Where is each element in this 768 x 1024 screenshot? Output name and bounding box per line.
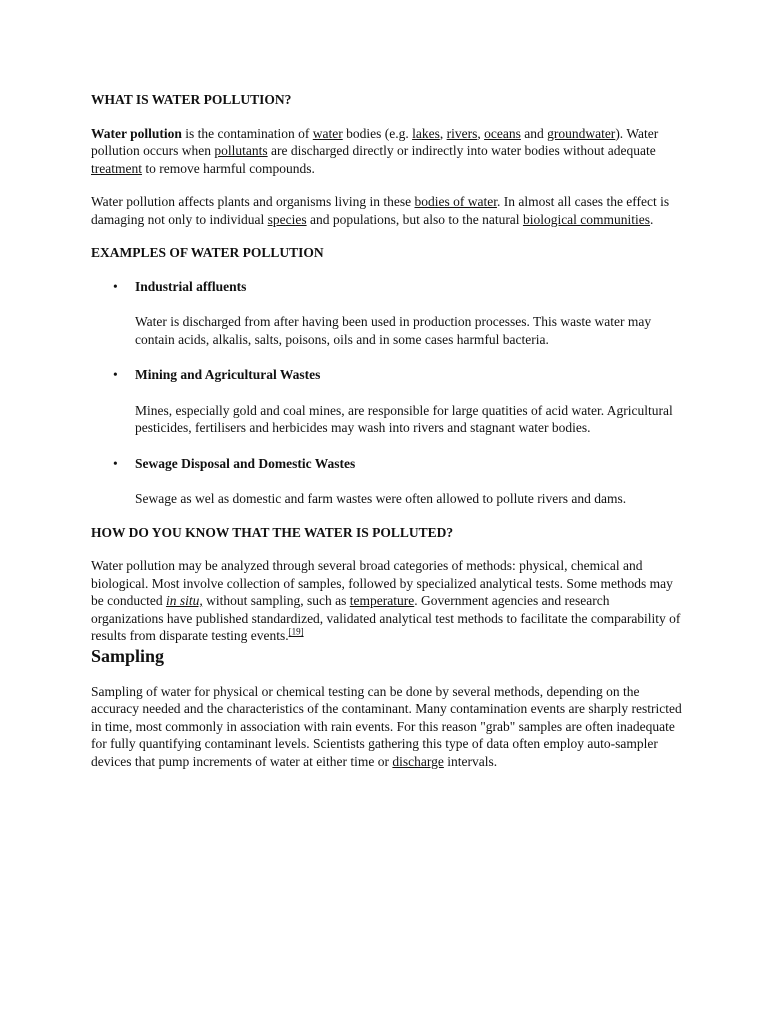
paragraph-sampling: [91, 683, 683, 771]
text-span: and populations, but also to the natural: [306, 211, 523, 227]
text-span: .: [650, 211, 654, 227]
link-bodies-of-water[interactable]: bodies of water: [414, 194, 497, 209]
link-water[interactable]: water: [312, 125, 343, 141]
item-title: Sewage Disposal and Domestic Wastes: [135, 455, 356, 471]
item-body: Mines, especially gold and coal mines, are responsible for large quatities of acid water. Agricultural pesticides, fertilisers and herbicides may wash into rivers and stagnant water bodies.: [135, 402, 673, 435]
link-species[interactable]: species: [267, 211, 307, 227]
heading-sampling: Sampling: [91, 645, 165, 666]
link-treatment[interactable]: treatment: [91, 160, 142, 176]
bullet-icon: •: [113, 278, 118, 294]
link-oceans[interactable]: oceans: [484, 125, 521, 141]
link-rivers[interactable]: rivers: [446, 125, 478, 141]
link-discharge[interactable]: discharge: [392, 753, 444, 769]
text-span: Water pollution may be analyzed through several broad categories of methods: physical, chemical and biological. Most involve collection of samples, followed by specialized analytical tests. Some methods may be conducted: [91, 558, 673, 608]
text-span: to remove harmful compounds.: [141, 160, 315, 176]
link-pollutants[interactable]: pollutants: [214, 143, 268, 158]
heading-what-is-water-pollution: WHAT IS WATER POLLUTION?: [91, 92, 292, 107]
paragraph-definition: [91, 125, 683, 178]
link-biological-communities[interactable]: biological communities: [522, 211, 651, 227]
list-item: [91, 455, 683, 508]
text-span: Water pollution affects plants and organisms living in these: [91, 194, 415, 209]
item-body: Water is discharged from after having been used in production processes. This waste water may contain acids, alkalis, salts, poisons, oils and in some cases harmful bacteria.: [135, 314, 652, 347]
text-span: bodies (e.g.: [342, 125, 413, 141]
bullet-icon: •: [113, 367, 118, 382]
text-span: are discharged directly or indirectly into water bodies without adequate: [267, 143, 656, 158]
text-span: . Government agencies and research organizations have published standardized, validated analytical test methods to facilitate the comparability of results from disparate testing events.: [91, 593, 681, 643]
document-page: [91, 91, 683, 770]
text-span: ,: [477, 125, 485, 141]
paragraph-effects: [91, 193, 683, 228]
link-lakes[interactable]: lakes: [412, 125, 440, 141]
heading-examples: EXAMPLES OF WATER POLLUTION: [91, 245, 324, 260]
bullet-icon: •: [113, 455, 118, 471]
text-span: Sampling of water for physical or chemical testing can be done by several methods, depending on the accuracy needed and the characteristics of the contaminant. Many contamination events are sharply restricted in time, most commonly in association with rain events. For this reason "grab" samples are often inadequate for fully quantifying contaminant levels. Scientists gathering this type of data often employ auto-sampler devices that pump increments of water at either time or: [91, 683, 682, 769]
link-groundwater[interactable]: groundwater: [547, 125, 616, 141]
heading-how-do-you-know: HOW DO YOU KNOW THAT THE WATER IS POLLUTED?: [91, 524, 454, 540]
examples-list: [91, 278, 683, 508]
text-span: and: [520, 125, 548, 141]
bold-term: Water pollution: [91, 125, 182, 141]
text-span: . In almost all cases the effect is damaging not only to individual: [91, 194, 670, 227]
item-body: Sewage as wel as domestic and farm wastes were often allowed to pollute rivers and dams.: [135, 491, 627, 506]
text-span: intervals.: [443, 753, 498, 769]
text-span: ,: [439, 125, 447, 141]
item-title: Industrial affluents: [135, 278, 247, 294]
text-span: ). Water pollution occurs when: [91, 125, 659, 158]
list-item: [91, 366, 683, 437]
list-item: [91, 278, 683, 349]
item-title: Mining and Agricultural Wastes: [135, 367, 321, 382]
link-temperature[interactable]: temperature: [349, 593, 415, 608]
reference-link[interactable]: [19]: [288, 626, 304, 637]
text-span: without sampling, such as: [202, 593, 350, 608]
link-in-situ[interactable]: in situ,: [165, 593, 203, 608]
text-span: is the contamination of: [181, 125, 313, 141]
paragraph-analysis: [91, 557, 683, 645]
